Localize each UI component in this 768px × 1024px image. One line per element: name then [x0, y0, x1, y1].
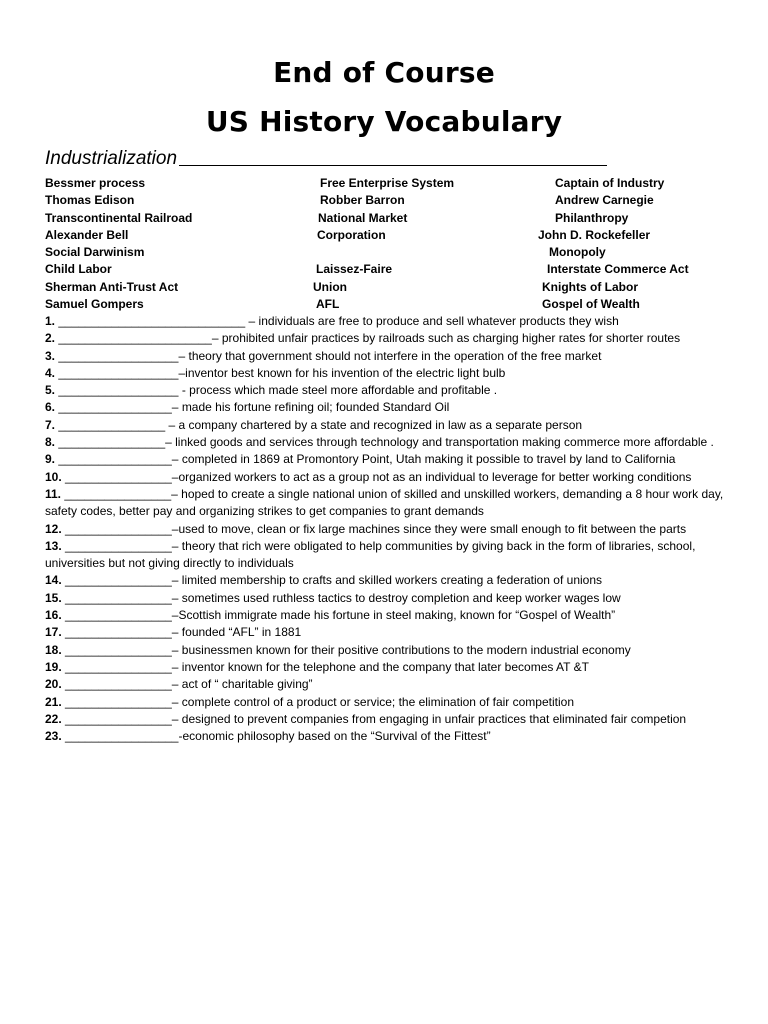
word-bank-row — [45, 227, 745, 244]
item-number: 16. — [45, 608, 62, 623]
item-text: ________________–used to move, clean or fix large machines since they were small enough to fit between the parts — [61, 521, 687, 536]
item-number: 23. — [45, 729, 62, 744]
definition-item — [45, 711, 729, 728]
definition-item — [45, 313, 729, 330]
word-bank-term: John D. Rockefeller — [538, 227, 651, 242]
word-bank-term: Philanthropy — [555, 210, 629, 225]
item-number: 2. — [45, 331, 56, 346]
word-bank-row — [45, 261, 745, 278]
item-text: ________________– act of “ charitable giving” — [61, 677, 313, 692]
item-number: 9. — [45, 452, 56, 467]
definition-item — [45, 365, 729, 382]
item-number: 11. — [45, 486, 62, 501]
definition-item — [45, 399, 729, 416]
item-number: 13. — [45, 538, 62, 553]
word-bank-term: Child Labor — [45, 262, 112, 277]
word-bank-term: Samuel Gompers — [45, 297, 144, 312]
word-bank-term: Knights of Labor — [542, 279, 638, 294]
definition-list — [45, 313, 729, 745]
definition-item — [45, 572, 729, 589]
title-line-2: US History Vocabulary — [205, 105, 563, 138]
definition-item — [45, 382, 729, 399]
item-number: 6. — [45, 400, 56, 415]
item-text: _________________– completed in 1869 at Promontory Point, Utah making it possible to travel by land to California — [55, 452, 676, 467]
item-number: 1. — [45, 314, 56, 328]
definition-item — [45, 521, 729, 538]
item-number: 14. — [45, 573, 62, 588]
definition-item — [45, 624, 729, 641]
section-underline — [179, 165, 607, 166]
item-text: ____________________________ – individuals are free to produce and sell whatever products they wish — [55, 314, 619, 328]
section-label: Industrialization — [45, 148, 178, 169]
item-text: ________________– sometimes used ruthless tactics to destroy completion and keep worker wages low — [61, 590, 621, 605]
definition-item — [45, 348, 729, 365]
item-number: 5. — [45, 383, 56, 398]
word-bank-term: Sherman Anti-Trust Act — [45, 279, 179, 294]
word-bank-term: AFL — [316, 297, 340, 312]
definition-item — [45, 469, 729, 486]
word-bank-term: Interstate Commerce Act — [547, 262, 689, 277]
item-text: ________________– hoped to create a single national union of skilled and unskilled workers, demanding a 8 hour work day, safety codes, better pay and organizing strikes to get companies to grant demands — [45, 486, 724, 519]
item-number: 15. — [45, 590, 62, 605]
word-bank-row — [45, 192, 745, 209]
item-number: 19. — [45, 659, 62, 674]
item-text: _________________– made his fortune refining oil; founded Standard Oil — [55, 400, 450, 415]
item-number: 8. — [45, 435, 56, 450]
definition-item — [45, 417, 729, 434]
word-bank-term: Alexander Bell — [45, 227, 129, 242]
definition-item — [45, 694, 729, 711]
item-number: 22. — [45, 711, 62, 726]
definition-item — [45, 728, 729, 745]
item-text: ________________– designed to prevent companies from engaging in unfair practices that eliminated fair competion — [61, 711, 687, 726]
item-text: _________________-economic philosophy based on the “Survival of the Fittest” — [61, 729, 491, 744]
word-bank — [45, 175, 745, 313]
item-number: 12. — [45, 521, 62, 536]
item-number: 10. — [45, 469, 62, 484]
word-bank-row — [45, 210, 745, 227]
item-text: ________________– complete control of a product or service; the elimination of fair competition — [61, 694, 575, 709]
word-bank-row — [45, 279, 745, 296]
definition-item — [45, 676, 729, 693]
item-text: ________________– linked goods and services through technology and transportation making commerce more affordable . — [55, 435, 714, 450]
word-bank-row — [45, 296, 745, 313]
item-number: 20. — [45, 677, 62, 692]
definition-item — [45, 330, 729, 347]
item-number: 3. — [45, 348, 56, 363]
item-text: ________________– businessmen known for their positive contributions to the modern industrial economy — [61, 642, 631, 657]
word-bank-term: National Market — [318, 210, 408, 225]
item-number: 17. — [45, 625, 62, 640]
word-bank-row — [45, 244, 745, 261]
word-bank-term: Laissez-Faire — [316, 262, 393, 277]
word-bank-term: Union — [313, 279, 347, 294]
item-number: 21. — [45, 694, 62, 709]
item-text: __________________–inventor best known for his invention of the electric light bulb — [55, 365, 506, 380]
item-text: ________________– theory that rich were obligated to help communities by giving back in the form of libraries, school, universities but not giving directly to individuals — [45, 538, 696, 571]
word-bank-term: Corporation — [317, 227, 386, 242]
section-heading — [45, 148, 625, 170]
word-bank-term: Bessmer process — [45, 176, 146, 190]
word-bank-row — [45, 175, 745, 192]
item-text: ________________–Scottish immigrate made his fortune in steel making, known for “Gospel of Wealth” — [61, 608, 616, 623]
item-text: ________________– inventor known for the telephone and the company that later becomes AT &T — [61, 659, 589, 674]
item-text: ________________– founded “AFL” in 1881 — [61, 625, 302, 640]
word-bank-term: Monopoly — [549, 245, 606, 260]
word-bank-term: Gospel of Wealth — [542, 297, 640, 312]
word-bank-term: Social Darwinism — [45, 245, 145, 260]
word-bank-term: Andrew Carnegie — [555, 193, 654, 208]
word-bank-term: Thomas Edison — [45, 193, 135, 208]
item-text: ________________– limited membership to crafts and skilled workers creating a federation of unions — [61, 573, 603, 588]
definition-item — [45, 642, 729, 659]
title-line-1: End of Course — [273, 56, 495, 89]
item-number: 7. — [45, 417, 56, 432]
definition-item — [45, 451, 729, 468]
definition-item — [45, 538, 729, 573]
item-number: 4. — [45, 365, 56, 380]
item-text: ________________ – a company chartered by a state and recognized in law as a separate person — [55, 417, 583, 432]
word-bank-term: Transcontinental Railroad — [45, 210, 193, 225]
item-text: ________________–organized workers to act as a group not as an individual to leverage for better working conditions — [61, 469, 692, 484]
word-bank-term: Captain of Industry — [555, 176, 665, 190]
item-text: __________________ - process which made steel more affordable and profitable . — [55, 383, 498, 398]
definition-item — [45, 434, 729, 451]
word-bank-term: Robber Barron — [320, 193, 405, 208]
item-number: 18. — [45, 642, 62, 657]
item-text: __________________– theory that government should not interfere in the operation of the free market — [55, 348, 602, 363]
definition-item — [45, 659, 729, 676]
definition-item — [45, 607, 729, 624]
word-bank-term: Free Enterprise System — [320, 176, 455, 190]
definition-item — [45, 590, 729, 607]
item-text: _______________________– prohibited unfair practices by railroads such as charging higher rates for shorter routes — [55, 331, 681, 346]
definition-item — [45, 486, 729, 521]
